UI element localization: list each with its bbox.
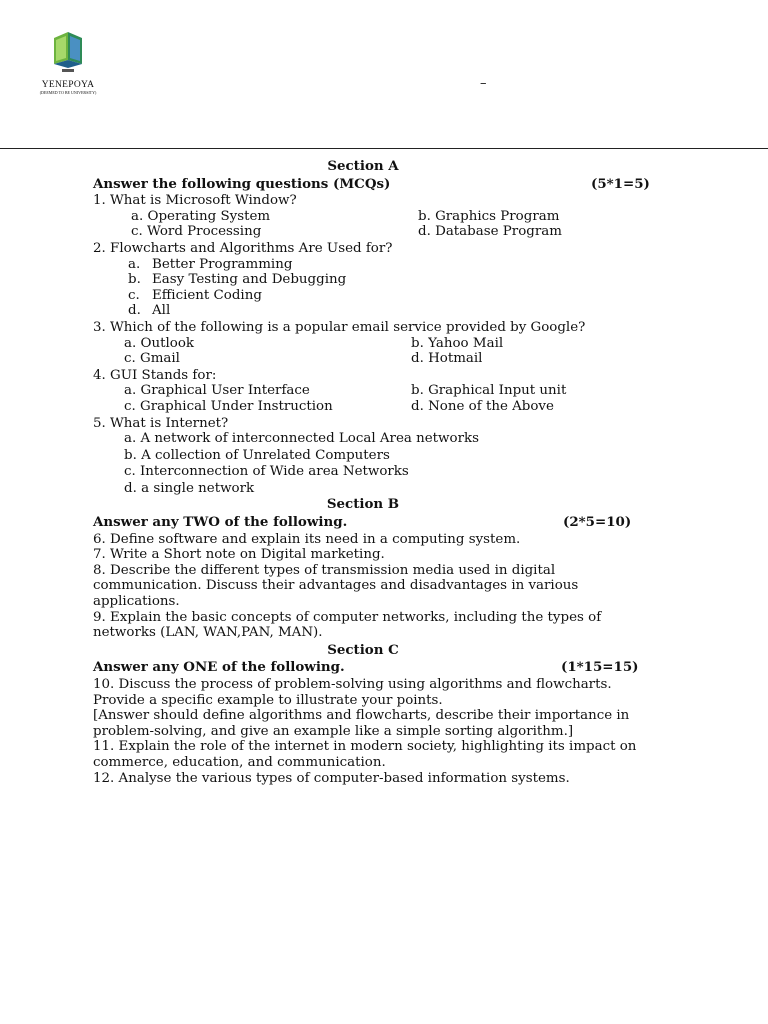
option-key: b. xyxy=(128,272,141,288)
question-12: 12. Analyse the various types of computer-based information systems. xyxy=(93,770,570,786)
option: b. A collection of Unrelated Computers xyxy=(124,447,390,463)
option xyxy=(128,288,693,304)
section-a-instruction xyxy=(93,177,693,193)
option xyxy=(128,257,693,273)
option: d. Database Program xyxy=(418,224,562,240)
logo-emblem-icon xyxy=(32,30,104,78)
option: c. Gmail xyxy=(124,351,180,367)
exam-content xyxy=(93,158,693,786)
question-11: 11. Explain the role of the internet in modern society, highlighting its impact on commerce, education, and communication. xyxy=(93,739,637,770)
option-text: Efficient Coding xyxy=(152,287,262,303)
question-4-options xyxy=(93,383,693,414)
option: b. Graphics Program xyxy=(418,208,560,224)
header-dash: – xyxy=(480,76,487,91)
option: d. a single network xyxy=(124,480,255,496)
option-text: All xyxy=(152,303,171,319)
option: c. Interconnection of Wide area Networks xyxy=(124,464,409,480)
question-3-options xyxy=(93,336,693,367)
option: a. Outlook xyxy=(124,335,195,351)
option: a. Operating System xyxy=(131,208,271,224)
section-b-title: Section B xyxy=(326,496,400,513)
logo-subtitle: (DEEMED TO BE UNIVERSITY) xyxy=(39,90,97,95)
option: a. A network of interconnected Local Area networks xyxy=(124,431,479,447)
question-7: 7. Write a Short note on Digital marketing. xyxy=(93,547,385,563)
option xyxy=(128,303,693,319)
section-b-instruction-text: Answer any TWO of the following. xyxy=(93,514,348,531)
question-8: 8. Describe the different types of transmission media used in digital communication. Discuss their advantages and disadvantages in various applications. xyxy=(93,562,579,610)
section-c-instruction xyxy=(93,660,693,676)
question-9: 9. Explain the basic concepts of computer networks, including the types of networks (LAN, WAN,PAN, MAN). xyxy=(93,609,602,641)
question-5-options xyxy=(93,431,693,496)
question-1-options xyxy=(93,209,693,240)
question-10: 10. Discuss the process of problem-solving using algorithms and flowcharts. Provide a specific example to illustrate your points. xyxy=(93,677,612,708)
option: b. Graphical Input unit xyxy=(411,383,567,399)
option-text: Better Programming xyxy=(152,256,293,272)
question-4: 4. GUI Stands for: xyxy=(93,367,217,383)
option: c. Graphical Under Instruction xyxy=(124,398,333,414)
section-a-instruction-text: Answer the following questions (MCQs) xyxy=(93,175,391,192)
option: c. Word Processing xyxy=(131,224,262,240)
section-a-marks: (5*1=5) xyxy=(591,175,650,192)
question-2: 2. Flowcharts and Algorithms Are Used for? xyxy=(93,240,393,256)
section-c-title: Section C xyxy=(327,641,399,658)
section-c-marks: (1*15=15) xyxy=(561,659,639,676)
question-6: 6. Define software and explain its need in a computing system. xyxy=(93,531,521,547)
section-b-instruction xyxy=(93,515,693,531)
question-3: 3. Which of the following is a popular email service provided by Google? xyxy=(93,319,586,335)
section-c-instruction-text: Answer any ONE of the following. xyxy=(93,659,345,676)
option-key: a. xyxy=(128,256,141,272)
university-logo xyxy=(32,30,104,100)
option-key: c. xyxy=(128,287,140,303)
question-2-options xyxy=(93,257,693,319)
logo-name: YENEPOYA xyxy=(41,80,95,90)
section-a-title: Section A xyxy=(327,158,399,174)
question-10-hint: [Answer should define algorithms and flowcharts, describe their importance in problem-solving, and give an example like a simple sorting algorithm.] xyxy=(93,708,630,739)
question-5: 5. What is Internet? xyxy=(93,415,229,431)
header-divider xyxy=(0,148,768,149)
option-text: Easy Testing and Debugging xyxy=(152,272,347,288)
option xyxy=(128,272,693,288)
option: a. Graphical User Interface xyxy=(124,383,310,399)
option: b. Yahoo Mail xyxy=(411,335,504,351)
question-1: 1. What is Microsoft Window? xyxy=(93,193,297,209)
section-b-marks: (2*5=10) xyxy=(563,514,632,531)
option: d. Hotmail xyxy=(411,351,483,367)
option: d. None of the Above xyxy=(411,398,554,414)
option-key: d. xyxy=(128,303,141,319)
